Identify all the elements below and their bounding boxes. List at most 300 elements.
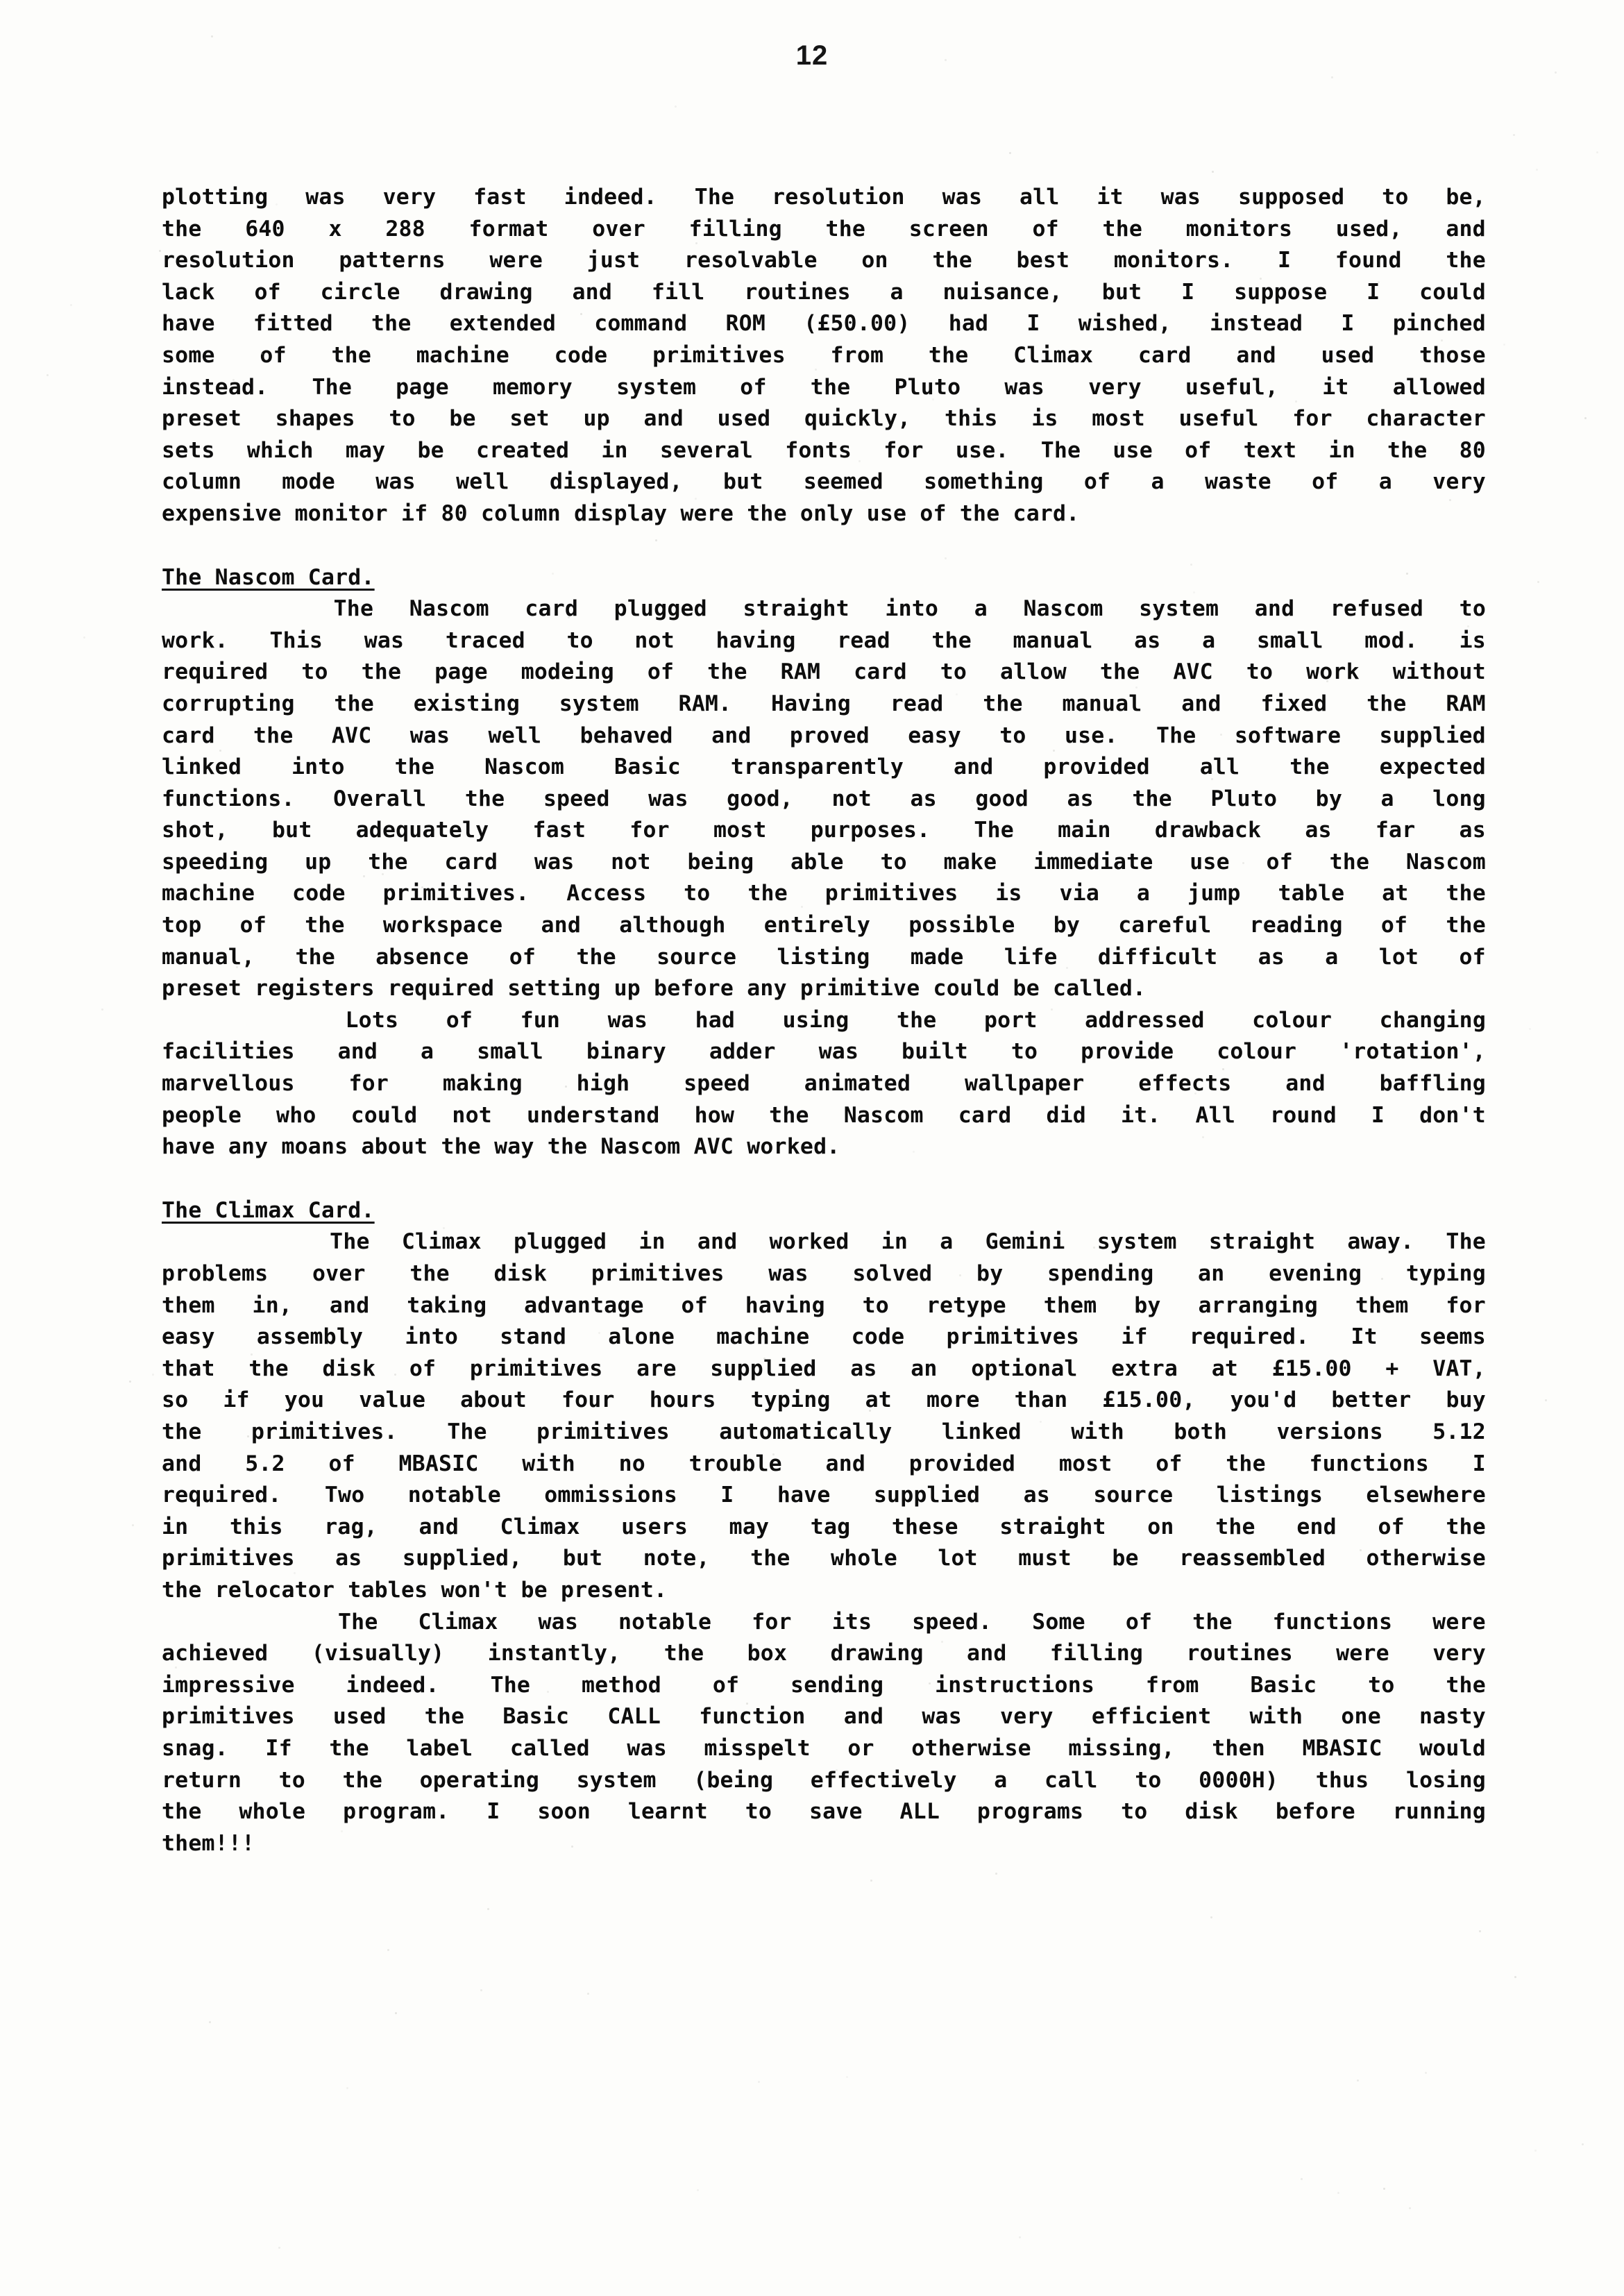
word: you: [284, 1387, 325, 1413]
word: +: [1385, 1356, 1399, 1381]
word: whole: [831, 1546, 897, 1571]
word: The: [974, 818, 1014, 843]
word: instantly,: [487, 1641, 621, 1666]
word: and: [337, 1039, 378, 1065]
word: All: [1195, 1102, 1235, 1128]
word: and: [825, 1451, 866, 1476]
word: for: [629, 818, 670, 843]
word: the: [1446, 913, 1486, 938]
word: it.: [1120, 1102, 1161, 1128]
word: its: [831, 1609, 872, 1635]
word: life: [1004, 944, 1058, 970]
word: card: [958, 1102, 1012, 1128]
page-number: 12: [795, 40, 829, 71]
word: card: [162, 723, 215, 748]
word: very: [1088, 374, 1142, 400]
word: an: [911, 1356, 938, 1381]
word: at: [1211, 1356, 1239, 1381]
word: was: [768, 1261, 809, 1286]
word: notable: [407, 1483, 501, 1508]
word: function: [699, 1704, 806, 1730]
word: top: [162, 913, 202, 938]
word: instead.: [162, 374, 269, 400]
word: very: [1000, 1704, 1054, 1730]
word: the: [329, 1735, 369, 1761]
word: set: [509, 406, 550, 432]
word: it: [1097, 185, 1124, 210]
word: of: [254, 279, 281, 305]
word: I: [1181, 279, 1195, 305]
word: as: [1067, 786, 1094, 811]
word: missing,: [1068, 1735, 1175, 1761]
word: made: [910, 944, 964, 970]
word: the: [663, 1641, 704, 1666]
word: page: [396, 374, 449, 400]
line-text: preset registers required setting up before any primitive could be called.: [162, 976, 1147, 1002]
word: elsewhere: [1366, 1483, 1486, 1508]
word: and: [643, 406, 684, 432]
word: The: [1156, 723, 1196, 748]
word: supplied: [1379, 723, 1486, 748]
word: if: [223, 1387, 250, 1413]
word: of: [1378, 1514, 1405, 1539]
word: £15.00: [1271, 1356, 1352, 1381]
word: four: [561, 1387, 615, 1413]
word: immediate: [1033, 849, 1153, 875]
word: and: [697, 1229, 738, 1255]
word: I: [1472, 1451, 1486, 1476]
word: the: [747, 881, 788, 906]
word: them: [1043, 1292, 1097, 1318]
word: speed: [543, 786, 610, 811]
word: and: [843, 1704, 884, 1730]
word: in: [162, 1514, 189, 1539]
word: of: [328, 1451, 355, 1476]
word: I: [1367, 279, 1380, 305]
word: supplied,: [402, 1546, 523, 1571]
word: supposed: [1237, 185, 1345, 210]
word: was: [818, 1039, 859, 1065]
word: RAM: [780, 659, 821, 685]
word: a: [1202, 627, 1216, 653]
word: was: [305, 185, 346, 210]
word: small: [1256, 627, 1323, 653]
word: the: [305, 913, 345, 938]
word: buy: [1446, 1387, 1486, 1413]
section-heading-text: The Nascom Card.: [162, 564, 375, 590]
paragraph: [162, 182, 1486, 530]
word: the: [368, 849, 408, 875]
word: the: [464, 786, 505, 811]
word: expected: [1379, 754, 1486, 780]
word: was: [942, 185, 983, 210]
word: straight: [999, 1514, 1106, 1539]
word: traced: [445, 627, 525, 653]
word: is: [1459, 627, 1486, 653]
word: by: [1315, 786, 1342, 811]
word: format: [468, 216, 549, 242]
word: effectively: [810, 1767, 957, 1793]
word: call: [1044, 1767, 1098, 1793]
word: animated: [804, 1071, 911, 1097]
word: programs: [976, 1799, 1084, 1825]
word: the: [932, 248, 972, 273]
word: most: [713, 818, 767, 843]
word: If: [265, 1735, 292, 1761]
word: otherwise: [911, 1735, 1031, 1761]
word: required.: [1189, 1324, 1310, 1350]
line-text: have any moans about the way the Nascom AVC worked.: [162, 1134, 840, 1160]
word: filling: [1049, 1641, 1144, 1666]
word: of: [239, 913, 267, 938]
word: achieved: [162, 1641, 269, 1666]
word: fixed: [1260, 691, 1328, 716]
word: most: [1058, 1451, 1113, 1476]
word: and: [1285, 1071, 1326, 1097]
word: the: [162, 216, 202, 242]
word: the: [810, 374, 851, 400]
word: be: [1112, 1546, 1139, 1571]
text-line: [162, 942, 1486, 974]
word: must: [1018, 1546, 1072, 1571]
section-heading-text: The Climax Card.: [162, 1197, 375, 1223]
word: were: [1432, 1609, 1486, 1635]
word: as: [850, 1356, 877, 1381]
word: wished,: [1078, 311, 1172, 337]
word: the: [931, 627, 972, 653]
word: required.: [162, 1483, 282, 1508]
word: of: [681, 1292, 708, 1318]
word: Nascom: [1405, 849, 1486, 875]
word: ALL: [899, 1799, 940, 1825]
word: could: [350, 1102, 418, 1128]
word: very: [382, 185, 437, 210]
word: 0000H): [1199, 1767, 1279, 1793]
word: indeed.: [564, 185, 657, 210]
word: versions: [1276, 1419, 1383, 1444]
word: no: [618, 1451, 645, 1476]
word: don't: [1419, 1102, 1486, 1128]
word: be,: [1446, 185, 1486, 210]
word: so: [162, 1387, 189, 1413]
word: users: [621, 1514, 688, 1539]
word: whole: [239, 1799, 306, 1825]
text-line: [162, 973, 1486, 1005]
word: extended: [449, 311, 557, 337]
word: read: [837, 627, 890, 653]
word: lot: [938, 1546, 978, 1571]
word: otherwise: [1366, 1546, 1486, 1571]
word: the: [1132, 786, 1172, 811]
word: main: [1058, 818, 1111, 843]
word: away.: [1347, 1229, 1414, 1255]
word: to: [1121, 1799, 1148, 1825]
word: note,: [643, 1546, 710, 1571]
text-line: [162, 815, 1486, 847]
word: used: [1321, 342, 1375, 368]
word: speed.: [912, 1609, 992, 1635]
word: instead: [1210, 311, 1303, 337]
word: optional: [971, 1356, 1078, 1381]
word: arranging: [1198, 1292, 1318, 1318]
word: functions: [1309, 1451, 1429, 1476]
word: software: [1234, 723, 1342, 748]
word: Nascom: [1023, 596, 1103, 622]
word: were: [1336, 1641, 1389, 1666]
word: (£50.00): [804, 311, 911, 337]
text-line: [162, 245, 1486, 277]
word: the: [576, 944, 616, 970]
word: called: [509, 1735, 590, 1761]
word: fitted: [253, 311, 333, 337]
word: have: [777, 1483, 831, 1508]
paragraph-indent: [162, 1226, 298, 1258]
text-line: [162, 847, 1486, 879]
word: at: [865, 1387, 892, 1413]
word: the: [295, 944, 335, 970]
word: useful,: [1185, 374, 1279, 400]
text-line: [162, 403, 1486, 435]
word: of: [1156, 1451, 1183, 1476]
text-line: [162, 1036, 1486, 1068]
word: source: [1093, 1483, 1174, 1508]
text-line: [162, 214, 1486, 246]
text-line: [162, 1258, 1486, 1290]
text-line: [162, 1353, 1486, 1385]
word: for: [752, 1609, 792, 1635]
word: to: [745, 1799, 772, 1825]
word: on: [1147, 1514, 1174, 1539]
word: port: [983, 1007, 1038, 1033]
text-line: [162, 277, 1486, 309]
word: listings: [1216, 1483, 1323, 1508]
word: I: [720, 1483, 734, 1508]
word: small: [477, 1039, 543, 1065]
word: was: [627, 1735, 667, 1761]
word: into: [885, 596, 939, 622]
word: plugged: [614, 596, 707, 622]
word: was: [607, 1007, 648, 1033]
word: who: [276, 1102, 316, 1128]
word: solved: [852, 1261, 933, 1286]
word: to: [940, 659, 967, 685]
word: but: [1101, 279, 1142, 305]
word: the: [769, 1102, 809, 1128]
word: by: [1053, 913, 1081, 938]
word: I: [1026, 311, 1040, 337]
word: over: [312, 1261, 366, 1286]
word: seems: [1419, 1324, 1486, 1350]
word: for: [1446, 1292, 1486, 1318]
word: and: [967, 1641, 1007, 1666]
word: filling: [688, 216, 782, 242]
word: far: [1375, 818, 1416, 843]
word: transparently: [730, 754, 904, 780]
word: very: [1432, 1641, 1486, 1666]
word: primitives.: [382, 881, 530, 906]
word: AVC: [1173, 659, 1213, 685]
word: the: [1099, 659, 1140, 685]
text-line: [162, 720, 1486, 752]
word: 'rotation',: [1339, 1039, 1486, 1065]
word: The: [1446, 1229, 1486, 1255]
word: several: [659, 437, 754, 463]
word: Climax: [1013, 342, 1094, 368]
word: supplied: [873, 1483, 981, 1508]
word: used: [717, 406, 771, 432]
text-line: [162, 308, 1486, 340]
text-line: [162, 340, 1486, 372]
word: primitives: [162, 1546, 295, 1571]
word: which: [246, 437, 314, 463]
word: and: [711, 723, 752, 748]
word: was: [538, 1609, 578, 1635]
text-line: [162, 1607, 1486, 1639]
word: very: [1432, 469, 1486, 495]
word: disk: [493, 1261, 548, 1286]
text-line: [162, 1543, 1486, 1575]
word: ROM: [725, 311, 766, 337]
word: those: [1419, 342, 1486, 368]
word: could: [1419, 279, 1486, 305]
word: Nascom: [484, 754, 565, 780]
word: card: [444, 849, 498, 875]
word: changing: [1379, 1007, 1486, 1033]
word: fonts: [785, 437, 852, 463]
text-line: [162, 372, 1486, 404]
word: primitives: [652, 342, 786, 368]
text-line: [162, 1733, 1486, 1765]
word: of: [1083, 469, 1111, 495]
word: Access: [566, 881, 647, 906]
word: them: [1355, 1292, 1409, 1318]
word: all: [1199, 754, 1240, 780]
word: trouble: [688, 1451, 782, 1476]
word: 80: [1459, 437, 1486, 463]
document-body: [162, 182, 1486, 1859]
word: as: [1023, 1483, 1050, 1508]
word: and: [418, 1514, 459, 1539]
word: is: [995, 881, 1022, 906]
word: to: [1010, 1039, 1038, 1065]
word: VAT,: [1432, 1356, 1486, 1381]
word: from: [1145, 1672, 1199, 1698]
section-heading: [162, 1195, 1486, 1227]
word: seemed: [803, 469, 883, 495]
word: to: [1246, 659, 1274, 685]
word: the: [1289, 754, 1330, 780]
word: losing: [1405, 1767, 1486, 1793]
text-line: [162, 1290, 1486, 1322]
word: Overall: [333, 786, 427, 811]
word: a: [1151, 469, 1165, 495]
text-line: [162, 435, 1486, 467]
word: this: [944, 406, 998, 432]
word: not: [452, 1102, 492, 1128]
word: column: [162, 469, 242, 495]
text-line: [162, 1226, 1486, 1258]
word: to: [566, 627, 593, 653]
word: to: [999, 723, 1026, 748]
word: a: [1136, 881, 1151, 906]
word: difficult: [1097, 944, 1218, 970]
text-line: [162, 466, 1486, 498]
word: lot: [1378, 944, 1419, 970]
word: and: [1181, 691, 1221, 716]
word: fast: [473, 185, 527, 210]
word: some: [162, 342, 215, 368]
word: label: [406, 1735, 473, 1761]
word: and: [953, 754, 994, 780]
word: drawing: [439, 279, 533, 305]
word: jump: [1187, 881, 1241, 906]
word: for: [348, 1071, 389, 1097]
word: linked: [162, 754, 242, 780]
word: behaved: [580, 723, 673, 748]
word: not: [611, 849, 651, 875]
word: something: [924, 469, 1044, 495]
word: text: [1243, 437, 1297, 463]
word: to: [862, 1292, 889, 1318]
word: a: [994, 1767, 1008, 1793]
word: make: [943, 849, 997, 875]
word: primitives: [469, 1356, 603, 1381]
word: fast: [532, 818, 586, 843]
word: the: [750, 1546, 790, 1571]
word: refused: [1330, 596, 1424, 622]
word: Climax: [418, 1609, 498, 1635]
word: 5.12: [1432, 1419, 1486, 1444]
word: automatically: [719, 1419, 893, 1444]
word: manual: [1062, 691, 1142, 716]
word: more: [926, 1387, 980, 1413]
word: drawback: [1154, 818, 1262, 843]
word: provided: [908, 1451, 1016, 1476]
word: a: [1380, 786, 1394, 811]
word: Climax: [500, 1514, 580, 1539]
word: system: [616, 374, 697, 400]
word: in: [881, 1229, 908, 1255]
word: Two: [324, 1483, 365, 1508]
word: It: [1351, 1324, 1378, 1350]
word: Basic: [502, 1704, 570, 1730]
word: manual,: [162, 944, 255, 970]
word: hours: [649, 1387, 716, 1413]
word: as: [1459, 818, 1486, 843]
word: use.: [1064, 723, 1118, 748]
word: easy: [162, 1324, 215, 1350]
text-line: [162, 1701, 1486, 1733]
word: was: [409, 723, 450, 748]
word: code: [292, 881, 346, 906]
text-line: [162, 498, 1486, 530]
word: program.: [343, 1799, 450, 1825]
word: careful: [1118, 913, 1212, 938]
word: impressive: [162, 1672, 295, 1698]
word: work.: [162, 627, 228, 653]
word: MBASIC: [1302, 1735, 1382, 1761]
word: adequately: [355, 818, 489, 843]
word: The: [330, 1229, 370, 1255]
word: wallpaper: [964, 1071, 1085, 1097]
word: of: [1380, 913, 1408, 938]
line-text: them!!!: [162, 1830, 255, 1856]
word: waste: [1204, 469, 1271, 495]
word: evening: [1269, 1261, 1362, 1286]
word: disk: [322, 1356, 376, 1381]
word: Basic: [1250, 1672, 1317, 1698]
word: the: [707, 659, 747, 685]
